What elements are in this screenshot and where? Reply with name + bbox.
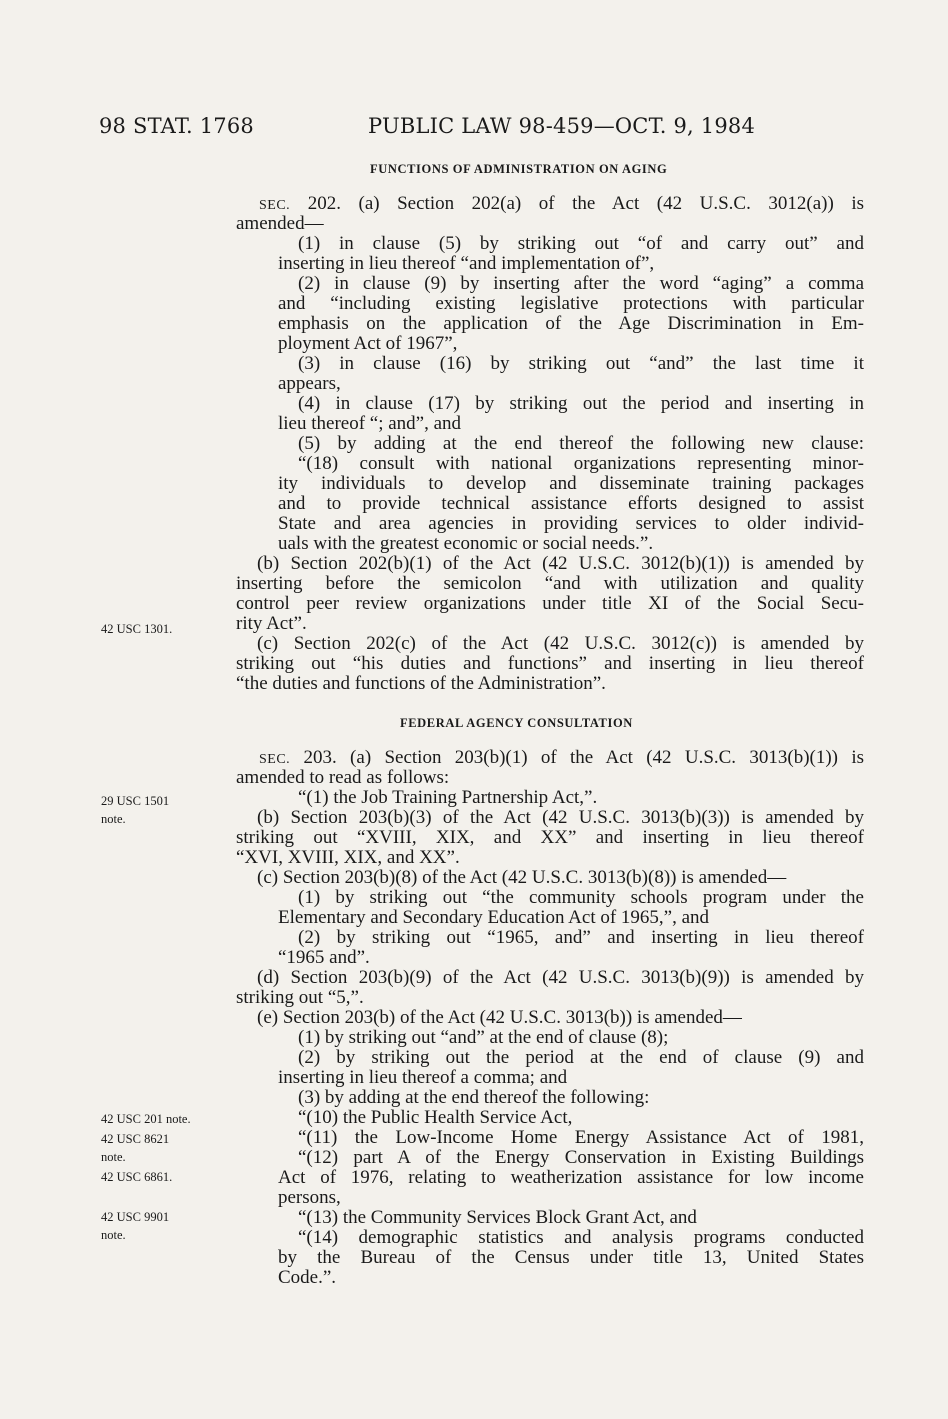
text-line: and to provide technical assistance efforts designed to assist bbox=[278, 493, 864, 514]
text-line: “1965 and”. bbox=[278, 947, 370, 968]
section-title: FEDERAL AGENCY CONSULTATION bbox=[400, 716, 633, 730]
text-line: SEC. 202. (a) Section 202(a) of the Act (42 U.S.C. 3012(a)) is bbox=[259, 193, 864, 214]
text-line: (4) in clause (17) by striking out the period and inserting in bbox=[298, 393, 864, 414]
text-line: inserting before the semicolon “and with utilization and quality bbox=[236, 573, 864, 594]
margin-note: 42 USC 6861. bbox=[101, 1170, 173, 1184]
page-header-stat: 98 STAT. 1768 bbox=[99, 114, 254, 138]
text-line: by the Bureau of the Census under title 13, United States bbox=[278, 1247, 864, 1268]
text-line: (1) in clause (5) by striking out “of and carry out” and bbox=[298, 233, 864, 254]
text-line: (5) by adding at the end thereof the following new clause: bbox=[298, 433, 864, 454]
text-line: striking out “his duties and functions” and inserting in lieu thereof bbox=[236, 653, 864, 674]
text-line: (b) Section 202(b)(1) of the Act (42 U.S.C. 3012(b)(1)) is amended by bbox=[257, 553, 864, 574]
text-line: amended to read as follows: bbox=[236, 767, 450, 788]
text-line: (b) Section 203(b)(3) of the Act (42 U.S.C. 3013(b)(3)) is amended by bbox=[257, 807, 864, 828]
text-line: Code.”. bbox=[278, 1267, 337, 1288]
text-line: (e) Section 203(b) of the Act (42 U.S.C. 3013(b)) is amended— bbox=[257, 1007, 742, 1028]
text-line: (d) Section 203(b)(9) of the Act (42 U.S.C. 3013(b)(9)) is amended by bbox=[257, 967, 864, 988]
text-line: State and area agencies in providing services to older individ- bbox=[278, 513, 864, 534]
text-line: (1) by striking out “and” at the end of clause (8); bbox=[298, 1027, 669, 1048]
margin-note: note. bbox=[101, 812, 126, 826]
text-line: Elementary and Secondary Education Act of 1965,”, and bbox=[278, 907, 710, 928]
text-line: “(10) the Public Health Service Act, bbox=[298, 1107, 573, 1128]
margin-note: 42 USC 8621 bbox=[101, 1132, 170, 1146]
text-line: and “including existing legislative protections with particular bbox=[278, 293, 864, 314]
text-line: control peer review organizations under title XI of the Social Secu- bbox=[236, 593, 864, 614]
margin-note: 42 USC 9901 bbox=[101, 1210, 170, 1224]
text-line: “(1) the Job Training Partnership Act,”. bbox=[298, 787, 598, 808]
text-line: “the duties and functions of the Administration”. bbox=[236, 673, 606, 694]
text-line: (1) by striking out “the community schools program under the bbox=[298, 887, 864, 908]
margin-note: 42 USC 201 note. bbox=[101, 1112, 191, 1126]
text-line: “(14) demographic statistics and analysis programs conducted bbox=[298, 1227, 864, 1248]
text-line: (3) in clause (16) by striking out “and” the last time it bbox=[298, 353, 864, 374]
text-line: striking out “5,”. bbox=[236, 987, 364, 1008]
text-line: striking out “XVIII, XIX, and XX” and inserting in lieu thereof bbox=[236, 827, 864, 848]
text-line: SEC. 203. (a) Section 203(b)(1) of the Act (42 U.S.C. 3013(b)(1)) is bbox=[259, 747, 864, 768]
text-line: “(18) consult with national organizations representing minor- bbox=[298, 453, 864, 474]
margin-note: 29 USC 1501 bbox=[101, 794, 170, 808]
text-line: lieu thereof “; and”, and bbox=[278, 413, 462, 434]
text-line: Act of 1976, relating to weatherization assistance for low income bbox=[278, 1167, 864, 1188]
text-line: appears, bbox=[278, 373, 341, 394]
page-header-law: PUBLIC LAW 98-459—OCT. 9, 1984 bbox=[368, 114, 756, 138]
text-line: (2) by striking out the period at the end of clause (9) and bbox=[298, 1047, 864, 1068]
margin-note: 42 USC 1301. bbox=[101, 622, 173, 636]
text-line: (2) by striking out “1965, and” and inserting in lieu thereof bbox=[298, 927, 864, 948]
margin-note: note. bbox=[101, 1150, 126, 1164]
text-line: persons, bbox=[278, 1187, 341, 1208]
text-line: rity Act”. bbox=[236, 613, 307, 634]
text-line: amended— bbox=[236, 213, 324, 234]
margin-note: note. bbox=[101, 1228, 126, 1242]
text-line: inserting in lieu thereof a comma; and bbox=[278, 1067, 568, 1088]
text-line: (c) Section 203(b)(8) of the Act (42 U.S.C. 3013(b)(8)) is amended— bbox=[257, 867, 787, 888]
text-line: ployment Act of 1967”, bbox=[278, 333, 458, 354]
text-line: (c) Section 202(c) of the Act (42 U.S.C. 3012(c)) is amended by bbox=[257, 633, 864, 654]
text-line: “XVI, XVIII, XIX, and XX”. bbox=[236, 847, 460, 868]
text-line: inserting in lieu thereof “and implementation of”, bbox=[278, 253, 655, 274]
section-title: FUNCTIONS OF ADMINISTRATION ON AGING bbox=[370, 162, 668, 176]
text-line: emphasis on the application of the Age Discrimination in Em- bbox=[278, 313, 864, 334]
text-line: “(13) the Community Services Block Grant Act, and bbox=[298, 1207, 697, 1228]
text-line: “(12) part A of the Energy Conservation in Existing Buildings bbox=[298, 1147, 864, 1168]
text-line: ity individuals to develop and disseminate training packages bbox=[278, 473, 864, 494]
text-line: “(11) the Low-Income Home Energy Assistance Act of 1981, bbox=[298, 1127, 864, 1148]
text-line: (3) by adding at the end thereof the following: bbox=[298, 1087, 650, 1108]
text-line: uals with the greatest economic or social needs.”. bbox=[278, 533, 654, 554]
text-line: (2) in clause (9) by inserting after the word “aging” a comma bbox=[298, 273, 864, 294]
